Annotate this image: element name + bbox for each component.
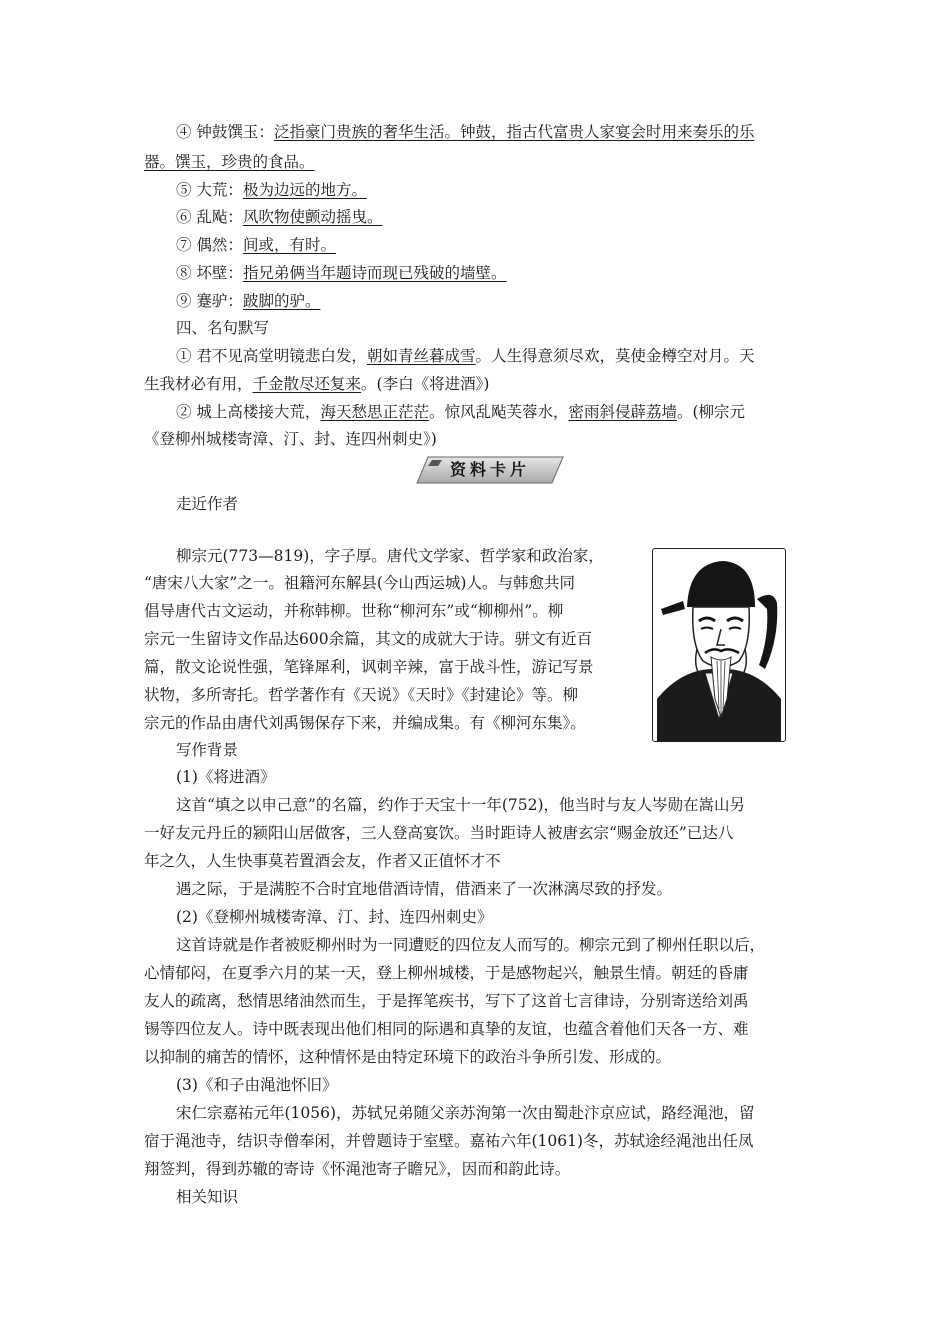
definition-6 [176,206,382,228]
quote-text: ① 君不见高堂明镜悲白发， [176,347,367,365]
quote-item-1 [176,345,754,367]
definition-answer: 极为边远的地方。 [242,181,367,199]
definition-9 [176,290,320,312]
background-line: 遇之际，于是满腔不合时宜地借酒诗情，借酒来了一次淋漓尽致的抒发。 [176,880,673,898]
quote-answer: 朝如青丝暮成雪 [366,347,476,365]
background-line: 翔签判，得到苏辙的寄诗《怀渑池寄子瞻兄》，因而和韵此诗。 [144,1160,571,1178]
definition-term: ⑨ 蹇驴： [176,292,243,310]
background-subheading: (1)《将进酒》 [176,768,276,786]
quote-text: 生我材必有用， [144,375,253,393]
quote-text: ② 城上高楼接大荒， [176,403,321,421]
definition-answer: 风吹物使颤动摇曳。 [242,208,383,226]
quote-text: 。人生得意须尽欢，莫使金樽空对月。天 [475,347,755,365]
definition-answer: 指兄弟俩当年题诗而现已残破的墙壁。 [242,264,507,282]
definition-term: ④ 钟鼓馔玉： [176,123,274,141]
quote-item-2 [176,401,745,423]
background-line: 这首“填之以申己意”的名篇，约作于天宝十一年(752)，他当时与友人岑勋在嵩山另 [176,796,746,814]
background-line: 宋仁宗嘉祐元年(1056)，苏轼兄弟随父亲苏洵第一次由蜀赴汴京应试，路经渑池，留 [176,1104,755,1122]
background-line: 锡等四位友人。诗中既表现出他们相同的际遇和真挚的友谊，也蕴含着他们天各一方、难 [144,1020,749,1038]
related-heading: 相关知识 [176,1188,239,1206]
quote-item-2-continued: 《登柳州城楼寄漳、汀、封、连四州刺史》) [144,430,437,448]
background-subheading: (2)《登柳州城楼寄漳、汀、封、连四州刺史》 [176,908,493,926]
info-card-title: 资料卡片 [449,460,530,479]
background-line: 以抑制的痛苦的情怀，这种情怀是由特定环境下的政治斗争所引发、形成的。 [144,1048,672,1066]
author-heading: 走近作者 [176,495,239,513]
definition-5 [176,179,367,201]
background-line: 这首诗就是作者被贬柳州时为一同遭贬的四位友人而写的。柳宗元到了柳州任职以后， [176,936,766,954]
definition-4-continued [144,151,315,173]
background-heading: 写作背景 [176,741,239,759]
author-line: 状物，多所寄托。哲学著作有《天说》《天时》《封建论》等。柳 [144,686,579,704]
definition-8 [176,262,506,284]
author-portrait [652,548,786,742]
quote-item-1-continued [144,373,489,395]
quote-answer: 海天愁思正茫茫 [320,403,429,421]
definition-term: ⑤ 大荒： [176,181,243,199]
background-line: 心情郁闷，在夏季六月的某一天，登上柳州城楼，于是感物起兴，触景生情。朝廷的昏庸 [144,964,749,982]
definition-term: ⑧ 坏壁： [176,264,243,282]
info-card-banner [416,456,564,484]
quote-answer: 千金散尽还复来 [252,375,362,393]
author-line: 倡导唐代古文运动，并称韩柳。世称“柳河东”或“柳柳州”。柳 [144,602,564,620]
definition-term: ⑥ 乱飐： [176,208,243,226]
definition-7 [176,234,336,256]
definition-answer: 跛脚的驴。 [242,292,321,310]
author-line: 篇，散文论说性强，笔锋犀利，讽刺辛辣，富于战斗性，游记写景 [144,658,594,676]
definition-answer: 泛指豪门贵族的奢华生活。钟鼓，指古代富贵人家宴会时用来奏乐的乐 [273,123,755,141]
definition-answer: 间或，有时。 [242,236,336,254]
background-line: 年之久，人生快事莫若置酒会友，作者又正值怀才不 [144,852,501,870]
definition-answer: 器。馔玉，珍贵的食品。 [144,153,315,171]
quote-source: 。(李白《将进酒》) [361,375,490,393]
definition-term: ⑦ 偶然： [176,236,243,254]
background-subheading: (3)《和子由渑池怀旧》 [176,1076,338,1094]
definition-4 [176,121,754,143]
background-line: 友人的疏离，愁情思绪油然而生，于是挥笔疾书，写下了这首七言律诗，分别寄送给刘禹 [144,992,749,1010]
section-heading: 四、名句默写 [176,319,270,337]
author-line: 宗元一生留诗文作品达600余篇，其文的成就大于诗。骈文有近百 [144,630,593,648]
quote-source: 。(柳宗元 [676,403,746,421]
quote-answer: 密雨斜侵薜荔墙 [568,403,677,421]
portrait-drawing [653,549,785,741]
background-line: 一好友元丹丘的颍阳山居做客，三人登高宴饮。当时距诗人被唐玄宗“赐金放还”已达八 [144,824,734,842]
quote-text: 。惊风乱飐芙蓉水， [428,403,569,421]
author-line: “唐宋八大家”之一。祖籍河东解县(今山西运城)人。与韩愈共同 [144,574,575,592]
author-line: 柳宗元(773—819)，字子厚。唐代文学家、哲学家和政治家， [176,547,604,565]
author-line: 宗元的作品由唐代刘禹锡保存下来，并编成集。有《柳河东集》。 [144,714,586,732]
background-line: 宿于渑池寺，结识寺僧奉闲，并曾题诗于室壁。嘉祐六年(1061)冬，苏轼途经渑池出任凤 [144,1132,754,1150]
